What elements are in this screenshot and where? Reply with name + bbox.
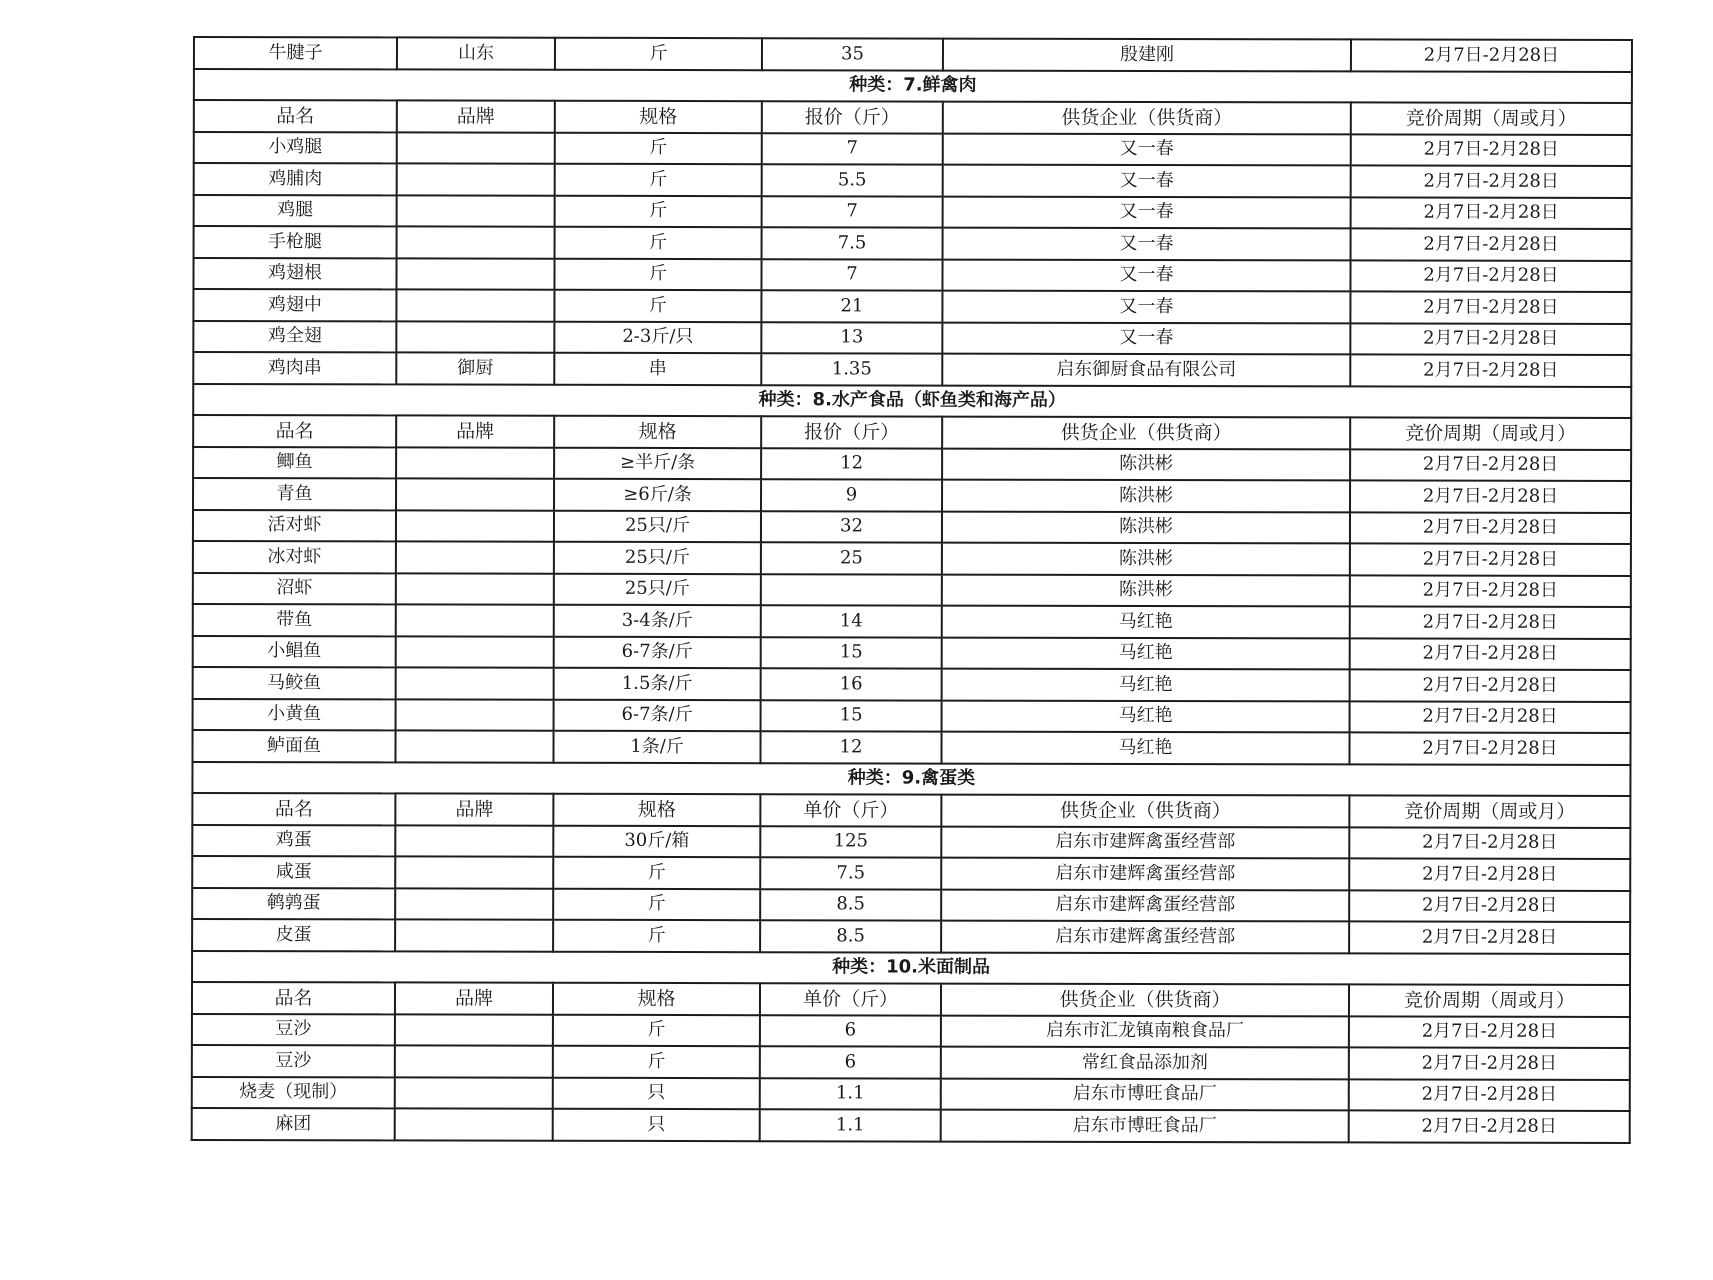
table-row — [192, 1076, 1630, 1111]
item-name-cell: 小黄鱼 — [193, 699, 396, 731]
price-cell: 25 — [761, 542, 942, 574]
item-name-cell: 鸡肉串 — [193, 352, 396, 384]
column-header: 品名 — [192, 982, 395, 1014]
bidding-period-cell: 2月7日-2月28日 — [1349, 1047, 1630, 1079]
category-title: 种类：7.鲜禽肉 — [194, 69, 1632, 104]
price-cell: 13 — [761, 322, 942, 354]
category-title: 种类：8.水产食品（虾鱼类和海产品） — [193, 384, 1631, 419]
table-row — [193, 510, 1631, 545]
brand-cell: 御厨 — [396, 352, 554, 384]
bidding-period-cell: 2月7日-2月28日 — [1349, 890, 1630, 922]
item-name-cell: 鲫鱼 — [193, 447, 396, 479]
brand-cell — [396, 636, 554, 668]
column-header-row — [193, 415, 1631, 450]
spec-cell: 斤 — [555, 195, 762, 227]
column-header: 报价（斤） — [761, 416, 942, 448]
item-name-cell: 牛腱子 — [194, 37, 397, 69]
table-row — [193, 289, 1631, 324]
spec-cell: 3-4条/斤 — [554, 605, 761, 637]
spec-cell: 斤 — [553, 920, 760, 952]
category-title: 种类：9.禽蛋类 — [192, 762, 1630, 797]
column-header: 报价（斤） — [762, 101, 943, 133]
column-header: 单价（斤） — [760, 794, 941, 826]
bidding-period-cell: 2月7日-2月28日 — [1350, 323, 1631, 355]
item-name-cell: 沼虾 — [193, 573, 396, 605]
item-name-cell: 鸡翅根 — [193, 258, 396, 290]
price-cell: 9 — [761, 479, 942, 511]
brand-cell — [396, 289, 554, 321]
brand-cell — [397, 195, 555, 227]
table-row — [193, 573, 1631, 608]
supplier-cell: 启东市博旺食品厂 — [941, 1078, 1349, 1110]
bidding-period-cell: 2月7日-2月28日 — [1350, 354, 1631, 386]
table-row — [193, 447, 1631, 482]
category-section-row — [194, 69, 1632, 104]
item-name-cell: 小鸡腿 — [194, 132, 397, 164]
column-header: 品牌 — [395, 793, 553, 825]
spec-cell: 斤 — [555, 227, 762, 259]
spec-cell: 1条/斤 — [553, 731, 760, 763]
brand-cell — [396, 541, 554, 573]
bidding-period-cell: 2月7日-2月28日 — [1349, 732, 1630, 764]
price-cell: 12 — [761, 448, 942, 480]
brand-cell — [395, 1108, 553, 1140]
column-header: 品名 — [194, 100, 397, 132]
spec-cell: 斤 — [554, 258, 761, 290]
column-header-row — [192, 982, 1630, 1017]
spec-cell: 斤 — [553, 888, 760, 920]
item-name-cell: 鲈面鱼 — [192, 730, 395, 762]
bidding-period-cell: 2月7日-2月28日 — [1350, 606, 1631, 638]
bidding-period-cell: 2月7日-2月28日 — [1349, 858, 1630, 890]
spec-cell: ≥半斤/条 — [554, 447, 761, 479]
table-body — [192, 37, 1632, 1143]
column-header: 品名 — [192, 793, 395, 825]
spec-cell: 斤 — [554, 290, 761, 322]
item-name-cell: 豆沙 — [192, 1045, 395, 1077]
table-row — [192, 825, 1630, 860]
item-name-cell: 麻团 — [192, 1108, 395, 1140]
category-section-row — [192, 762, 1630, 797]
table-row — [193, 667, 1631, 702]
supplier-cell: 启东市建辉禽蛋经营部 — [941, 826, 1349, 858]
bidding-period-cell: 2月7日-2月28日 — [1350, 449, 1631, 481]
table-row — [192, 1013, 1630, 1048]
table-row — [192, 730, 1630, 765]
item-name-cell: 青鱼 — [193, 478, 396, 510]
supplier-cell: 又一春 — [943, 196, 1351, 228]
price-cell: 14 — [761, 605, 942, 637]
category-title: 种类：10.米面制品 — [192, 951, 1630, 986]
supplier-cell: 马红艳 — [942, 700, 1350, 732]
supplier-cell: 又一春 — [942, 259, 1350, 291]
supplier-cell: 启东御厨食品有限公司 — [942, 354, 1350, 386]
supplier-cell: 马红艳 — [941, 732, 1349, 764]
brand-cell — [395, 1077, 553, 1109]
brand-cell — [395, 888, 553, 920]
column-header: 品牌 — [397, 100, 555, 132]
bidding-period-cell: 2月7日-2月28日 — [1351, 165, 1632, 197]
brand-cell — [396, 573, 554, 605]
bidding-period-cell: 2月7日-2月28日 — [1350, 260, 1631, 292]
brand-cell — [396, 604, 554, 636]
spec-cell: 串 — [554, 353, 761, 385]
spec-cell: 1.5条/斤 — [554, 668, 761, 700]
column-header: 品牌 — [395, 982, 553, 1014]
supplier-cell: 启东市建辉禽蛋经营部 — [941, 889, 1349, 921]
supplier-cell: 陈洪彬 — [942, 448, 1350, 480]
table-row — [193, 478, 1631, 513]
supplier-cell: 又一春 — [943, 165, 1351, 197]
price-cell: 6 — [760, 1046, 941, 1078]
brand-cell — [395, 919, 553, 951]
supplier-cell: 马红艳 — [942, 606, 1350, 638]
item-name-cell: 鸡蛋 — [192, 825, 395, 857]
table-row — [193, 604, 1631, 639]
item-name-cell: 鸡腿 — [194, 195, 397, 227]
spec-cell: 斤 — [553, 857, 760, 889]
column-header: 单价（斤） — [760, 983, 941, 1015]
price-cell: 1.1 — [760, 1078, 941, 1110]
price-cell: 7.5 — [762, 227, 943, 259]
supplier-cell: 启东市建辉禽蛋经营部 — [941, 858, 1349, 890]
supplier-cell: 常红食品添加剂 — [941, 1047, 1349, 1079]
brand-cell — [395, 730, 553, 762]
supplier-cell: 启东市博旺食品厂 — [941, 1110, 1349, 1142]
price-cell: 16 — [761, 668, 942, 700]
column-header: 品牌 — [396, 415, 554, 447]
item-name-cell: 鹌鹑蛋 — [192, 888, 395, 920]
price-cell: 1.35 — [761, 353, 942, 385]
category-section-row — [192, 951, 1630, 986]
price-cell: 8.5 — [760, 920, 941, 952]
spec-cell: 斤 — [555, 38, 762, 70]
supplier-cell: 启东市汇龙镇南粮食品厂 — [941, 1015, 1349, 1047]
column-header: 供货企业（供货商） — [942, 417, 1350, 449]
price-cell: 5.5 — [762, 164, 943, 196]
spec-cell: 2-3斤/只 — [554, 321, 761, 353]
brand-cell — [396, 667, 554, 699]
supplier-cell: 陈洪彬 — [942, 480, 1350, 512]
column-header: 竞价周期（周或月） — [1349, 984, 1630, 1016]
bidding-period-cell: 2月7日-2月28日 — [1351, 228, 1632, 260]
table-row — [193, 541, 1631, 576]
price-cell: 7 — [762, 133, 943, 165]
spec-cell: 斤 — [555, 164, 762, 196]
supplier-cell: 殷建刚 — [943, 39, 1351, 71]
table-row — [192, 1108, 1630, 1143]
brand-cell — [397, 226, 555, 258]
spec-cell: 25只/斤 — [554, 573, 761, 605]
item-name-cell: 冰对虾 — [193, 541, 396, 573]
supplier-cell: 又一春 — [943, 133, 1351, 165]
item-name-cell: 带鱼 — [193, 604, 396, 636]
item-name-cell: 马鲛鱼 — [193, 667, 396, 699]
brand-cell — [396, 699, 554, 731]
brand-cell — [396, 321, 554, 353]
supplier-cell: 又一春 — [942, 291, 1350, 323]
supplier-cell: 又一春 — [942, 322, 1350, 354]
price-cell: 32 — [761, 511, 942, 543]
bidding-period-cell: 2月7日-2月28日 — [1349, 1016, 1630, 1048]
bidding-period-cell: 2月7日-2月28日 — [1350, 480, 1631, 512]
column-header: 竞价周期（周或月） — [1350, 417, 1631, 449]
brand-cell — [396, 447, 554, 479]
spec-cell: 只 — [553, 1109, 760, 1141]
bidding-period-cell: 2月7日-2月28日 — [1351, 134, 1632, 166]
spec-cell: 斤 — [555, 132, 762, 164]
column-header: 规格 — [555, 101, 762, 133]
table-row — [194, 195, 1632, 230]
bidding-period-cell: 2月7日-2月28日 — [1351, 39, 1632, 71]
table-row — [192, 1045, 1630, 1080]
column-header: 供货企业（供货商） — [941, 795, 1349, 827]
item-name-cell: 手枪腿 — [194, 226, 397, 258]
table-row — [192, 856, 1630, 891]
spec-cell: 6-7条/斤 — [554, 636, 761, 668]
bidding-period-cell: 2月7日-2月28日 — [1350, 638, 1631, 670]
price-cell: 7 — [762, 196, 943, 228]
procurement-price-table — [191, 36, 1633, 1144]
price-cell: 15 — [761, 700, 942, 732]
brand-cell — [397, 163, 555, 195]
table-row — [193, 636, 1631, 671]
table-row — [193, 321, 1631, 356]
item-name-cell: 鸡脯肉 — [194, 163, 397, 195]
brand-cell — [396, 478, 554, 510]
column-header: 品名 — [193, 415, 396, 447]
item-name-cell: 鸡翅中 — [193, 289, 396, 321]
column-header: 竞价周期（周或月） — [1351, 102, 1632, 134]
spec-cell: 斤 — [553, 1046, 760, 1078]
column-header: 规格 — [553, 794, 760, 826]
bidding-period-cell: 2月7日-2月28日 — [1350, 543, 1631, 575]
price-cell: 6 — [760, 1015, 941, 1047]
spec-cell: ≥6斤/条 — [554, 479, 761, 511]
price-cell: 8.5 — [760, 889, 941, 921]
price-cell: 21 — [761, 290, 942, 322]
table-row — [193, 258, 1631, 293]
spec-cell: 25只/斤 — [554, 542, 761, 574]
price-cell: 35 — [762, 38, 943, 70]
spec-cell: 30斤/箱 — [553, 825, 760, 857]
spec-cell: 只 — [553, 1077, 760, 1109]
table-row — [193, 699, 1631, 734]
category-section-row — [193, 384, 1631, 419]
table-row — [194, 226, 1632, 261]
price-cell: 15 — [761, 637, 942, 669]
brand-cell — [395, 1045, 553, 1077]
item-name-cell: 活对虾 — [193, 510, 396, 542]
bidding-period-cell: 2月7日-2月28日 — [1350, 291, 1631, 323]
brand-cell — [395, 856, 553, 888]
supplier-cell: 启东市建辉禽蛋经营部 — [941, 921, 1349, 953]
column-header: 供货企业（供货商） — [941, 984, 1349, 1016]
spec-cell: 25只/斤 — [554, 510, 761, 542]
column-header: 竞价周期（周或月） — [1349, 795, 1630, 827]
item-name-cell: 烧麦（现制） — [192, 1076, 395, 1108]
supplier-cell: 马红艳 — [942, 669, 1350, 701]
price-cell: 12 — [760, 731, 941, 763]
price-cell: 1.1 — [760, 1109, 941, 1141]
column-header: 规格 — [553, 983, 760, 1015]
supplier-cell: 马红艳 — [942, 637, 1350, 669]
table-row — [194, 132, 1632, 167]
table-row — [194, 37, 1632, 72]
bidding-period-cell: 2月7日-2月28日 — [1349, 1079, 1630, 1111]
bidding-period-cell: 2月7日-2月28日 — [1351, 197, 1632, 229]
table-row — [192, 888, 1630, 923]
price-cell: 125 — [760, 826, 941, 858]
brand-cell — [395, 825, 553, 857]
supplier-cell: 又一春 — [943, 228, 1351, 260]
brand-cell — [395, 1014, 553, 1046]
brand-cell — [397, 132, 555, 164]
supplier-cell: 陈洪彬 — [942, 543, 1350, 575]
spec-cell: 6-7条/斤 — [554, 699, 761, 731]
spec-cell: 斤 — [553, 1014, 760, 1046]
item-name-cell: 皮蛋 — [192, 919, 395, 951]
bidding-period-cell: 2月7日-2月28日 — [1350, 669, 1631, 701]
column-header: 规格 — [554, 416, 761, 448]
table-row — [194, 163, 1632, 198]
price-cell: 7 — [761, 259, 942, 291]
column-header-row — [194, 100, 1632, 135]
table-row — [192, 919, 1630, 954]
item-name-cell: 豆沙 — [192, 1013, 395, 1045]
bidding-period-cell: 2月7日-2月28日 — [1349, 921, 1630, 953]
item-name-cell: 鸡全翅 — [193, 321, 396, 353]
price-cell — [761, 574, 942, 606]
column-header-row — [192, 793, 1630, 828]
price-cell: 7.5 — [760, 857, 941, 889]
table-row — [193, 352, 1631, 387]
brand-cell — [396, 258, 554, 290]
column-header: 供货企业（供货商） — [943, 102, 1351, 134]
bidding-period-cell: 2月7日-2月28日 — [1350, 575, 1631, 607]
bidding-period-cell: 2月7日-2月28日 — [1350, 512, 1631, 544]
bidding-period-cell: 2月7日-2月28日 — [1350, 701, 1631, 733]
brand-cell — [396, 510, 554, 542]
supplier-cell: 陈洪彬 — [942, 574, 1350, 606]
item-name-cell: 小鲳鱼 — [193, 636, 396, 668]
brand-cell: 山东 — [397, 37, 555, 69]
bidding-period-cell: 2月7日-2月28日 — [1349, 827, 1630, 859]
bidding-period-cell: 2月7日-2月28日 — [1349, 1110, 1630, 1142]
item-name-cell: 咸蛋 — [192, 856, 395, 888]
supplier-cell: 陈洪彬 — [942, 511, 1350, 543]
